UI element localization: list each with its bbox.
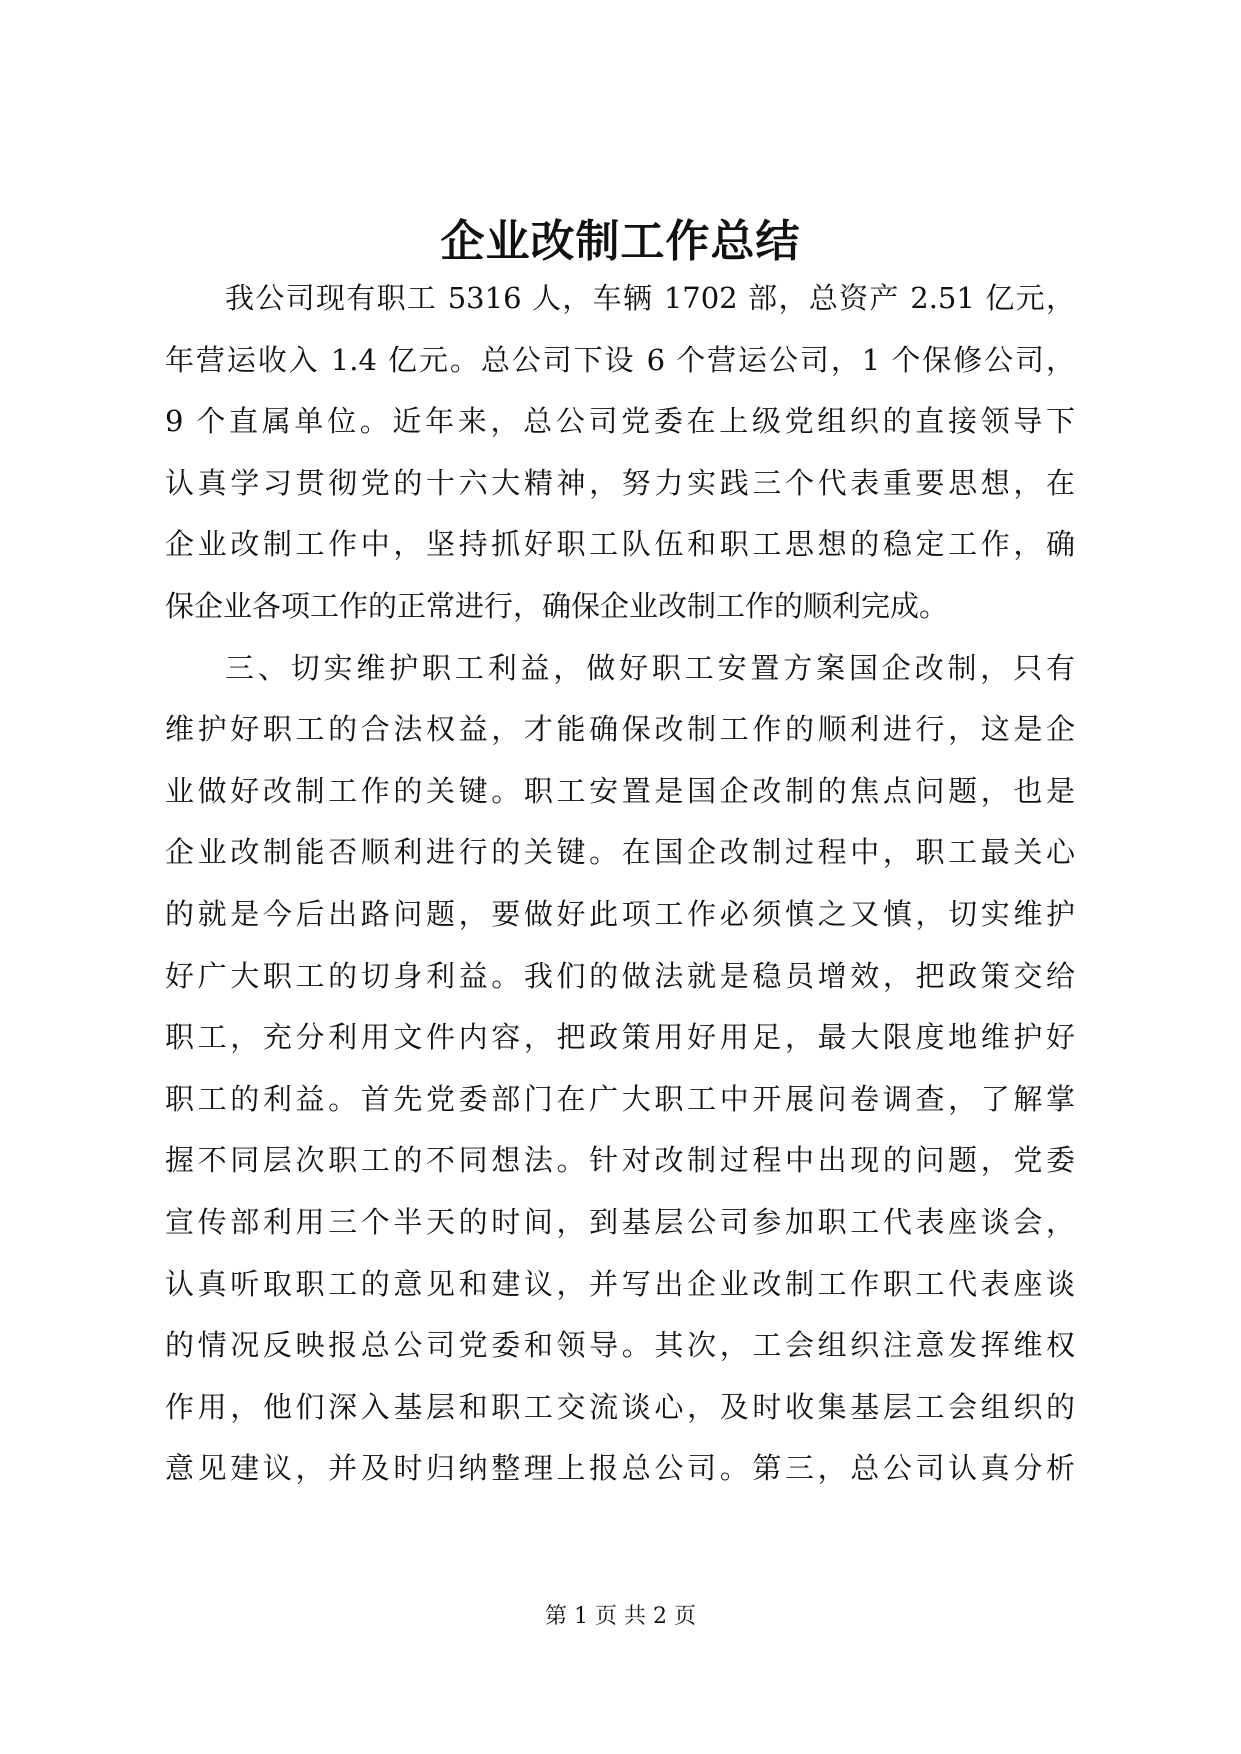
text-line: 好广大职工的切身利益。我们的做法就是稳员增效，把政策交给	[165, 958, 1075, 993]
document-body	[165, 268, 1075, 1500]
text-line: 企业改制工作中，坚持抓好职工队伍和职工思想的稳定工作，确	[165, 527, 1075, 562]
text-line: 保企业各项工作的正常进行，确保企业改制工作的顺利完成。	[165, 588, 949, 623]
text-line: 认真听取职工的意见和建议，并写出企业改制工作职工代表座谈	[165, 1266, 1075, 1301]
text-line: 职工的利益。首先党委部门在广大职工中开展问卷调查，了解掌	[165, 1081, 1075, 1116]
document-title: 企业改制工作总结	[440, 216, 801, 267]
text-line: 的情况反映报总公司党委和领导。其次，工会组织注意发挥维权	[165, 1328, 1075, 1363]
text-line: 企业改制能否顺利进行的关键。在国企改制过程中，职工最关心	[165, 835, 1075, 870]
text-line: 三、切实维护职工利益，做好职工安置方案国企改制，只有	[225, 650, 1075, 685]
text-line: 认真学习贯彻党的十六大精神，努力实践三个代表重要思想，在	[165, 465, 1075, 500]
text-line: 9 个直属单位。近年来，总公司党委在上级党组织的直接领导下	[165, 404, 1075, 439]
page-number-footer: 第 1 页 共 2 页	[545, 1604, 696, 1629]
text-line: 作用，他们深入基层和职工交流谈心，及时收集基层工会组织的	[165, 1389, 1075, 1424]
text-line: 宣传部利用三个半天的时间，到基层公司参加职工代表座谈会，	[165, 1204, 1075, 1239]
text-line: 维护好职工的合法权益，才能确保改制工作的顺利进行，这是企	[165, 712, 1075, 747]
text-line: 年营运收入 1.4 亿元。总公司下设 6 个营运公司，1 个保修公司，	[165, 342, 1075, 377]
text-line: 我公司现有职工 5316 人，车辆 1702 部，总资产 2.51 亿元，	[225, 281, 1075, 315]
text-line: 业做好改制工作的关键。职工安置是国企改制的焦点问题，也是	[165, 773, 1075, 808]
text-line: 的就是今后出路问题，要做好此项工作必须慎之又慎，切实维护	[165, 896, 1075, 931]
text-line: 职工，充分利用文件内容，把政策用好用足，最大限度地维护好	[165, 1020, 1075, 1055]
text-line: 意见建议，并及时归纳整理上报总公司。第三，总公司认真分析	[165, 1451, 1075, 1486]
text-line: 握不同层次职工的不同想法。针对改制过程中出现的问题，党委	[165, 1143, 1075, 1178]
